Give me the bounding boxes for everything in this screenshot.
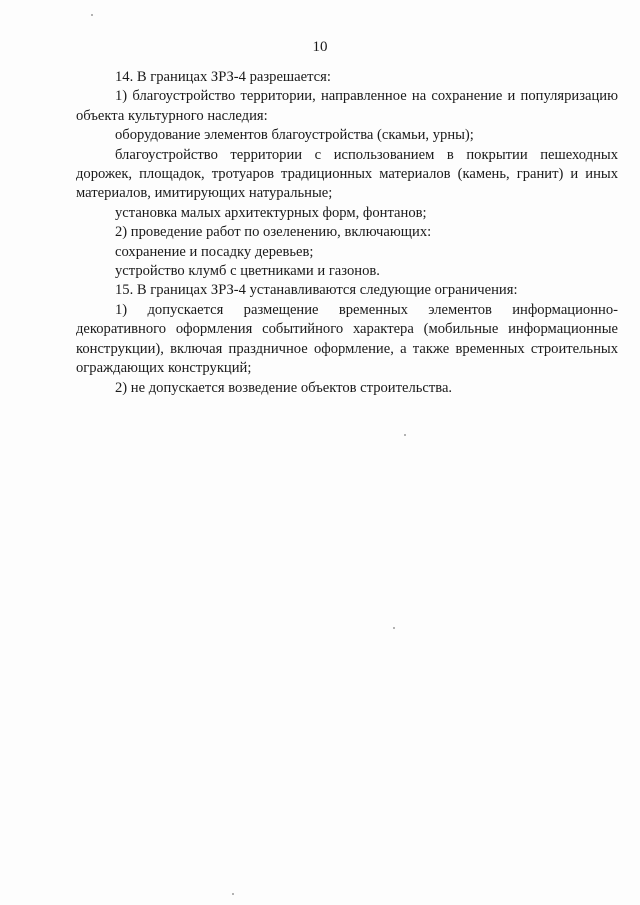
paragraph-item-2: 2) проведение работ по озеленению, включающих: (115, 224, 432, 241)
paragraph-flowerbeds: устройство клумб с цветниками и газонов. (115, 263, 380, 280)
paragraph-section-15: 15. В границах ЗРЗ-4 устанавливаются следующие ограничения: (115, 282, 518, 299)
paragraph-section-14: 14. В границах ЗРЗ-4 разрешается: (115, 69, 331, 85)
scan-speck (393, 627, 395, 629)
paragraph-small-forms: установка малых архитектурных форм, фонтанов; (115, 204, 427, 221)
document-body (76, 68, 618, 398)
page-number: 10 (312, 39, 328, 55)
paragraph-trees: сохранение и посадку деревьев; (115, 243, 314, 260)
paragraph-paving: благоустройство территории с использованием в покрытии пешеходных дорожек, площадок, тротуаров традиционных материалов (камень, гранит) и иных материалов, имитирующих натуральные; (76, 146, 618, 202)
paragraph-equipment: оборудование элементов благоустройства (скамьи, урны); (115, 127, 474, 144)
scan-speck (232, 893, 234, 895)
paragraph-restriction-1: 1) допускается размещение временных элементов информационно-декоративного оформления событийного характера (мобильные информационные конструкции), включая праздничное оформление, а также временных строительных ограждающих конструкций; (76, 301, 618, 377)
paragraph-restriction-2: 2) не допускается возведение объектов строительства. (115, 379, 453, 396)
scan-speck (404, 434, 406, 436)
scan-speck (91, 14, 93, 16)
paragraph-item-1: 1) благоустройство территории, направленное на сохранение и популяризацию объекта культурного наследия: (76, 88, 618, 124)
